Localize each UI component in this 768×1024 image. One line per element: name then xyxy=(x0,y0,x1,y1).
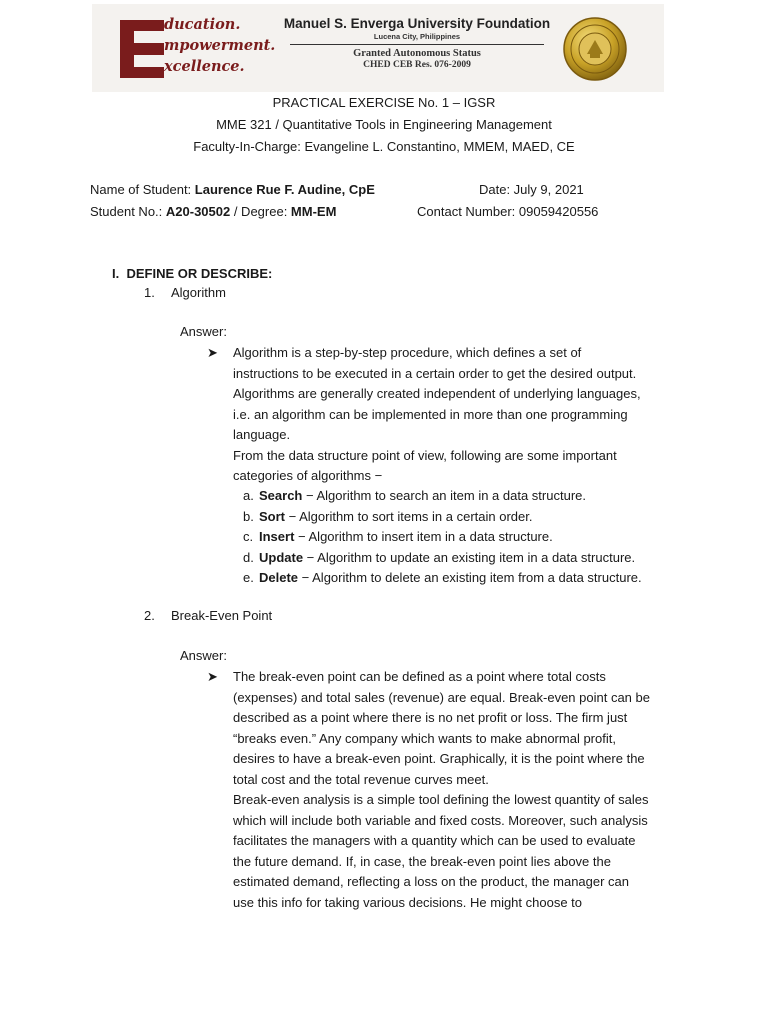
student-no-value: A20-30502 xyxy=(165,204,231,219)
section-heading xyxy=(112,264,272,285)
item-2-number: 2. xyxy=(144,608,155,623)
student-no-label: Student No.: xyxy=(90,204,166,219)
answer-line: use this info for taking various decisions. He might choose to xyxy=(233,894,583,910)
answer-line: The break-even point can be defined as a point where total costs xyxy=(233,669,606,684)
student-name-row xyxy=(90,180,375,201)
arrow-bullet-icon: ➤ xyxy=(207,345,218,360)
category-term: Sort xyxy=(259,508,285,524)
item-2-title: Break-Even Point xyxy=(171,608,273,623)
answer-line: From the data structure point of view, following are some important xyxy=(233,447,617,463)
university-city: Lucena City, Philippines xyxy=(373,32,461,41)
item-1-title: Algorithm xyxy=(171,285,226,300)
course-title: MME 321 / Quantitative Tools in Engineering Management xyxy=(216,117,552,132)
university-name: Manuel S. Enverga University Foundation xyxy=(283,16,551,31)
category-list xyxy=(243,486,642,589)
category-term: Delete xyxy=(259,570,299,585)
item-1-number: 1. xyxy=(144,285,155,300)
faculty-line: Faculty-In-Charge: Evangeline L. Constantino, MMEM, MAED, CE xyxy=(193,139,575,154)
contact-number: Contact Number: 09059420556 xyxy=(417,204,599,219)
item-2-answer xyxy=(233,667,683,913)
category-term: Search xyxy=(259,488,303,503)
answer-line: “breaks even.” Any company which wants to make abnormal profit, xyxy=(233,730,616,746)
list-item: e. Delete − Algorithm to delete an existing item from a data structure. xyxy=(243,570,642,585)
category-desc: − Algorithm to delete an existing item from a data structure. xyxy=(298,570,642,585)
answer-line: the future demand. If, in case, the break-even point lies above the xyxy=(233,853,611,869)
ched-resolution: CHED CEB Res. 076-2009 xyxy=(363,60,471,70)
answer-line: which will include both variable and fixed costs. Moreover, such analysis xyxy=(233,812,648,828)
answer-line: facilitates the managers with a quantity which can be used to evaluate xyxy=(233,833,636,848)
item-1-answer-label: Answer: xyxy=(180,324,227,339)
answer-line: Algorithms are generally created independent of underlying languages, xyxy=(233,386,641,401)
e-logo-icon xyxy=(120,20,164,78)
motto-line-2: mpowerment. xyxy=(164,37,276,54)
exercise-title: PRACTICAL EXERCISE No. 1 – IGSR xyxy=(272,95,496,110)
section-number: I. xyxy=(112,266,120,281)
arrow-bullet-icon: ➤ xyxy=(207,669,218,684)
student-name-value: Laurence Rue F. Audine, CpE xyxy=(194,182,375,197)
date-field: Date: July 9, 2021 xyxy=(479,182,584,197)
answer-line: categories of algorithms − xyxy=(233,468,383,483)
category-term: Update xyxy=(259,549,304,565)
answer-line: (expenses) and total sales (revenue) are equal. Break-even point can be xyxy=(233,689,650,705)
answer-line: described as a point where there is no net profit or loss. The firm just xyxy=(233,710,628,725)
category-desc: − Algorithm to sort items in a certain order. xyxy=(285,508,533,524)
autonomous-status: Granted Autonomous Status xyxy=(353,48,481,59)
category-desc: − Algorithm to insert item in a data structure. xyxy=(294,529,553,544)
answer-line: Break-even analysis is a simple tool defining the lowest quantity of sales xyxy=(233,792,649,807)
motto-line-1: ducation. xyxy=(164,16,241,33)
answer-line: estimated demand, reflecting a loss on the product, the manager can xyxy=(233,874,630,889)
category-desc: − Algorithm to update an existing item in a data structure. xyxy=(303,549,636,565)
university-info xyxy=(282,16,552,71)
list-item: c. Insert − Algorithm to insert item in a data structure. xyxy=(243,529,553,544)
category-term: Insert xyxy=(259,529,295,544)
university-banner xyxy=(92,4,664,92)
student-name-label: Name of Student: xyxy=(90,182,195,197)
degree-value: MM-EM xyxy=(290,204,337,219)
answer-line: total cost and the total revenue curves meet. xyxy=(233,771,489,787)
motto xyxy=(164,14,275,77)
answer-line: Algorithm is a step-by-step procedure, which defines a set of xyxy=(233,345,582,360)
list-item: d. Update − Algorithm to update an existing item in a data structure. xyxy=(243,549,636,565)
section-title: DEFINE OR DESCRIBE: xyxy=(126,266,273,281)
motto-line-3: xcellence. xyxy=(164,58,245,75)
list-item: a. Search − Algorithm to search an item in a data structure. xyxy=(243,488,586,503)
item-2-answer-label: Answer: xyxy=(180,648,227,663)
divider xyxy=(290,44,544,45)
item-1-answer xyxy=(233,343,683,487)
university-seal-icon xyxy=(562,16,628,82)
degree-label: / Degree: xyxy=(230,204,291,219)
category-desc: − Algorithm to search an item in a data structure. xyxy=(302,488,586,503)
answer-line: i.e. an algorithm can be implemented in more than one programming xyxy=(233,406,628,422)
answer-line: language. xyxy=(233,427,291,442)
list-item: b. Sort − Algorithm to sort items in a certain order. xyxy=(243,508,533,524)
answer-line: instructions to be executed in a certain order to get the desired output. xyxy=(233,365,637,381)
student-number-row xyxy=(90,202,336,223)
answer-line: desires to have a break-even point. Graphically, it is the point where the xyxy=(233,751,645,766)
